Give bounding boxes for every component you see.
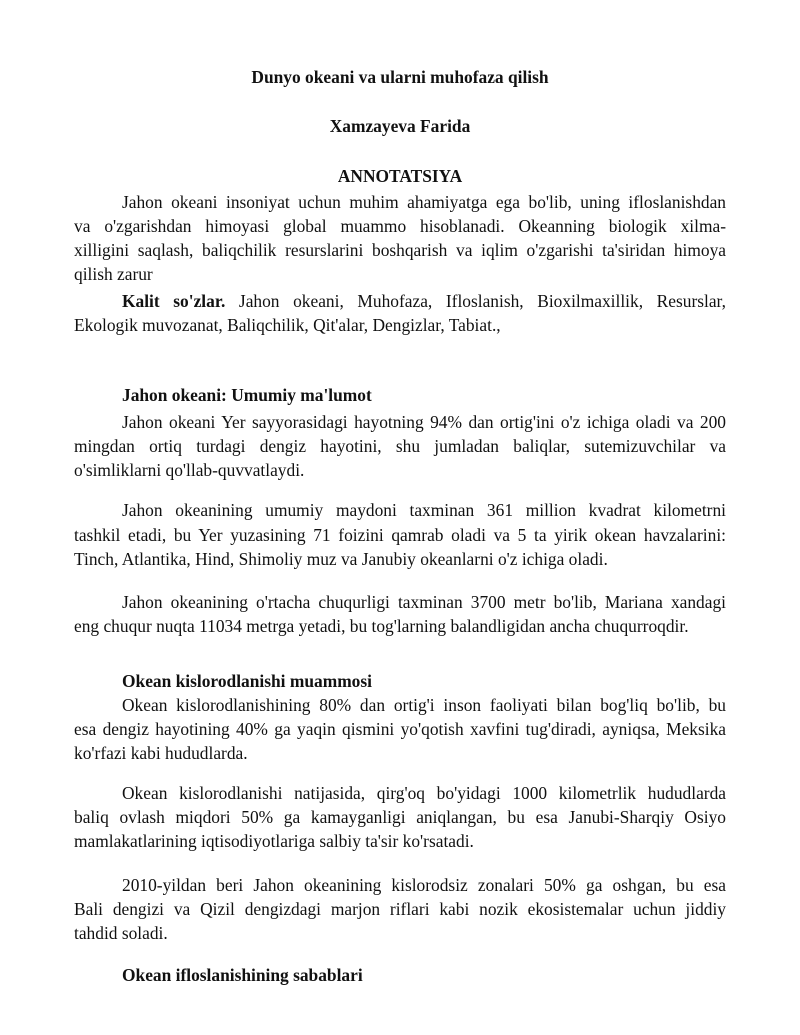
keywords-label: Kalit so'zlar.	[122, 291, 226, 311]
paragraph-line: Okean kislorodlanishining 80% dan ortig'i inson faoliyati bilan bog'liq bo'lib, bu	[122, 695, 726, 715]
paragraph-line: baliq ovlash miqdori 50% ga kamayganligi aniqlangan, bu esa Janubi-Sharqiy Osiyo	[74, 807, 726, 827]
paragraph-line: Jahon okeanining umumiy maydoni taxminan 361 million kvadrat kilometrni	[122, 500, 726, 520]
paper-title: Dunyo okeani va ularni muhofaza qilish	[251, 67, 549, 87]
paragraph-line: Jahon okeani Yer sayyorasidagi hayotning 94% dan ortig'ini o'z ichiga oladi va 200	[122, 412, 726, 432]
paragraph-line: Bali dengizi va Qizil dengizdagi marjon riflari kabi nozik ekosistemalar uchun jiddiy	[74, 899, 726, 919]
keywords-text: Jahon okeani, Muhofaza, Ifloslanish, Bioxilmaxillik, Resurslar,	[225, 291, 726, 311]
author-name: Xamzayeva Farida	[329, 116, 471, 136]
paragraph-line: Tinch, Atlantika, Hind, Shimoliy muz va Janubiy okeanlarni o'z ichiga oladi.	[74, 549, 608, 569]
annotation-line: xilligini saqlash, baliqchilik resurslarini boshqarish va iqlim o'zgarishi ta'siridan himoya	[74, 240, 726, 260]
paragraph-line: mamlakatlarining iqtisodiyotlariga salbiy ta'sir ko'rsatadi.	[74, 831, 474, 851]
annotation-line: qilish zarur	[74, 264, 153, 284]
paragraph-line: 2010-yildan beri Jahon okeanining kislorodsiz zonalari 50% ga oshgan, bu esa	[122, 875, 726, 895]
paragraph-line: tashkil etadi, bu Yer yuzasining 71 foizini qamrab oladi va 5 ta yirik okean havzalarini:	[74, 525, 726, 545]
paragraph-line: eng chuqur nuqta 11034 metrga yetadi, bu tog'larning balandligidan ancha chuqurroqdir.	[74, 616, 689, 636]
paragraph-line: o'simliklarni qo'llab-quvvatlaydi.	[74, 460, 305, 480]
paragraph-line: Jahon okeanining o'rtacha chuqurligi taxminan 3700 metr bo'lib, Mariana xandagi	[122, 592, 726, 612]
paragraph-line: Okean kislorodlanishi natijasida, qirg'oq bo'yidagi 1000 kilometrlik hududlarda	[122, 783, 726, 803]
annotation-line: va o'zgarishdan himoyasi global muammo hisoblanadi. Okeanning biologik xilma-	[74, 216, 726, 236]
section-heading: Okean ifloslanishining sabablari	[122, 965, 363, 985]
paragraph-line: tahdid soladi.	[74, 923, 168, 943]
section-heading: Jahon okeani: Umumiy ma'lumot	[122, 385, 372, 405]
annotation-line: Jahon okeani insoniyat uchun muhim ahamiyatga ega bo'lib, uning ifloslanishdan	[122, 192, 726, 212]
paragraph-line: ko'rfazi kabi hududlarda.	[74, 743, 248, 763]
keywords-line: Ekologik muvozanat, Baliqchilik, Qit'alar, Dengizlar, Tabiat.,	[74, 315, 501, 335]
section-heading: Okean kislorodlanishi muammosi	[122, 671, 372, 691]
keywords-line	[122, 289, 726, 313]
paragraph-line: esa dengiz hayotining 40% ga yaqin qismini yo'qotish xavfini tug'diradi, ayniqsa, Meksika	[74, 719, 726, 739]
annotation-heading: ANNOTATSIYA	[337, 166, 463, 186]
paragraph-line: mingdan ortiq turdagi dengiz hayotini, shu jumladan baliqlar, sutemizuvchilar va	[74, 436, 726, 456]
